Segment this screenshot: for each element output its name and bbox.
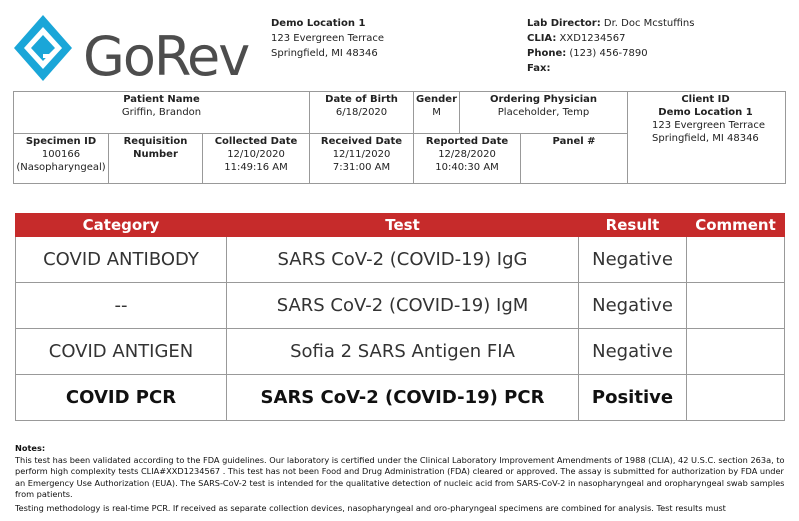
- dob-cell: Date of Birth 6/18/2020: [310, 92, 414, 134]
- location-address2: Springfield, MI 48346: [271, 48, 378, 59]
- notes-paragraph-1: This test has been validated according to the FDA guidelines. Our laboratory is certified under the Clinical Laboratory Improvement Amendments of 1988 (CLIA), 42 U.S.C. section 263a, to perform high complexity tests CLIA#XXD1234567 . This test has not been Food and Drug Administration (FDA) cleared or approved. The assay is submitted for authorization by FDA under an Emergency Use Authorization (EUA). The SARS-CoV-2 test is intended for the qualitative detection of nucleic acid from SARS-CoV-2 in nasopharyngeal and oropharyngeal swab samples from patients.: [15, 454, 785, 500]
- row-test: SARS CoV-2 (COVID-19) IgM: [227, 283, 579, 329]
- table-row: [16, 375, 785, 421]
- patient-name: Griffin, Brandon: [121, 107, 202, 118]
- results-table: [15, 213, 785, 421]
- client-cell: Client ID Demo Location 1 123 Evergreen Terrace Springfield, MI 48346: [628, 92, 786, 184]
- collected-cell: Collected Date 12/10/2020 11:49:16 AM: [203, 134, 310, 184]
- reported-value: 12/28/2020 10:40:30 AM: [435, 149, 499, 173]
- specimen-id: 100166: [41, 149, 81, 160]
- dob-value: 6/18/2020: [335, 107, 388, 118]
- notes-title: Notes:: [15, 443, 46, 453]
- lab-phone-line: Phone: (123) 456-7890: [527, 48, 648, 59]
- gorev-logo: [12, 13, 252, 88]
- client-address2: Springfield, MI 48346: [652, 133, 759, 144]
- physician-value: Placeholder, Temp: [497, 107, 590, 118]
- header-test: Test: [227, 214, 579, 237]
- received-cell: Received Date 12/11/2020 7:31:00 AM: [310, 134, 414, 184]
- row-comment: [687, 375, 785, 421]
- header-result: Result: [579, 214, 687, 237]
- row-category: COVID ANTIGEN: [16, 329, 227, 375]
- client-name: Demo Location 1: [658, 107, 753, 118]
- row-category: COVID ANTIBODY: [16, 237, 227, 283]
- specimen-id-cell: Specimen ID 100166 (Nasopharyngeal): [14, 134, 109, 184]
- lab-fax-line: Fax:: [527, 63, 551, 74]
- row-result: Negative: [579, 329, 687, 375]
- lab-info-block: [527, 16, 694, 76]
- table-row: [16, 283, 785, 329]
- specimen-type: (Nasopharyngeal): [16, 162, 106, 173]
- row-comment: [687, 283, 785, 329]
- row-test: SARS CoV-2 (COVID-19) PCR: [227, 375, 579, 421]
- results-header-row: [16, 214, 785, 237]
- patient-name-cell: Patient Name Griffin, Brandon: [14, 92, 310, 134]
- collected-value: 12/10/2020 11:49:16 AM: [224, 149, 288, 173]
- notes-section: [15, 443, 785, 515]
- row-category: --: [16, 283, 227, 329]
- gender-cell: Gender M: [414, 92, 460, 134]
- requisition-cell: Requisition Number: [109, 134, 203, 184]
- physician-cell: Ordering Physician Placeholder, Temp: [460, 92, 628, 134]
- location-block: [271, 16, 384, 61]
- received-value: 12/11/2020 7:31:00 AM: [332, 149, 391, 173]
- row-category: COVID PCR: [16, 375, 227, 421]
- gender-value: M: [432, 107, 441, 118]
- table-row: [16, 237, 785, 283]
- row-result: Positive: [579, 375, 687, 421]
- diamond-g-logo-icon: [12, 13, 74, 83]
- lab-clia-line: CLIA: XXD1234567: [527, 33, 626, 44]
- brand-name: GoRev: [83, 25, 249, 88]
- row-test: Sofia 2 SARS Antigen FIA: [227, 329, 579, 375]
- row-comment: [687, 329, 785, 375]
- lab-director-line: Lab Director: Dr. Doc Mcstuffins: [527, 18, 695, 29]
- row-result: Negative: [579, 283, 687, 329]
- client-address1: 123 Evergreen Terrace: [652, 120, 766, 131]
- notes-paragraph-2: Testing methodology is real-time PCR. If received as separate collection devices, nasopharyngeal and oro-pharyngeal specimens are combined for analysis. Test results must: [15, 502, 726, 513]
- reported-cell: Reported Date 12/28/2020 10:40:30 AM: [414, 134, 521, 184]
- patient-info-table: [13, 91, 786, 184]
- row-test: SARS CoV-2 (COVID-19) IgG: [227, 237, 579, 283]
- header-category: Category: [16, 214, 227, 237]
- row-comment: [687, 237, 785, 283]
- location-name: Demo Location 1: [271, 18, 366, 29]
- location-address1: 123 Evergreen Terrace: [271, 33, 385, 44]
- row-result: Negative: [579, 237, 687, 283]
- panel-cell: Panel #: [521, 134, 628, 184]
- header-comment: Comment: [687, 214, 785, 237]
- table-row: [16, 329, 785, 375]
